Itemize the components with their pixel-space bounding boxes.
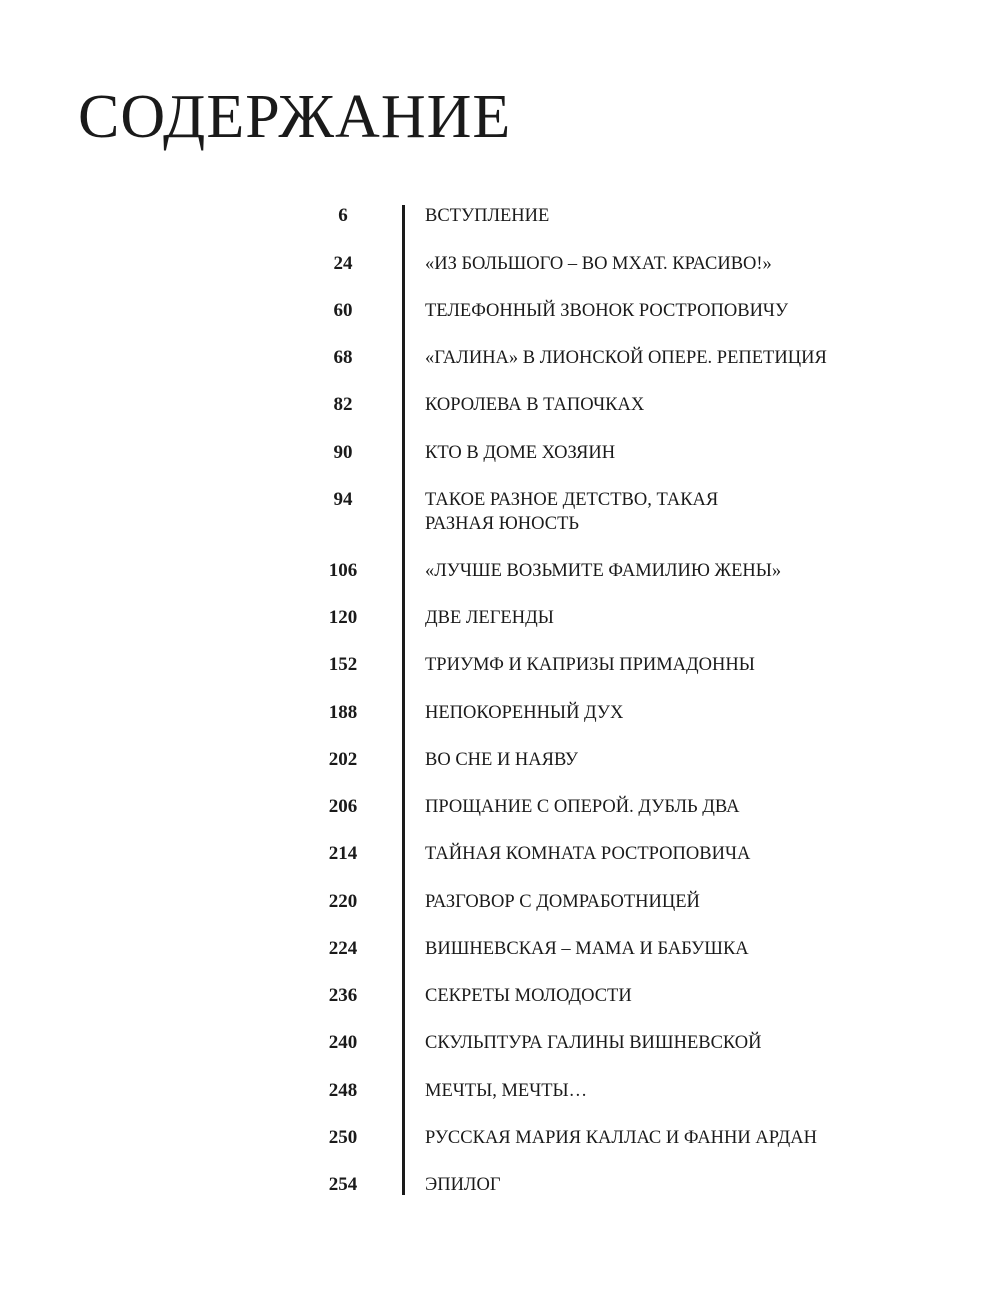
toc-chapter-title: ДВЕ ЛЕГЕНДЫ <box>425 608 554 628</box>
toc-chapter-title: СЕКРЕТЫ МОЛОДОСТИ <box>425 986 632 1006</box>
toc-page-number: 24 <box>333 253 353 274</box>
toc-divider-line <box>402 205 405 1195</box>
toc-page-number: 60 <box>333 300 353 321</box>
toc-page-number: 152 <box>328 654 358 675</box>
toc-chapter-title: СКУЛЬПТУРА ГАЛИНЫ ВИШНЕВСКОЙ <box>425 1033 762 1053</box>
toc-chapter-title: КОРОЛЕВА В ТАПОЧКАХ <box>425 395 645 415</box>
toc-chapter-title: ТАКОЕ РАЗНОЕ ДЕТСТВО, ТАКАЯ РАЗНАЯ ЮНОСТЬ <box>425 490 719 534</box>
toc-page-number: 202 <box>328 749 358 770</box>
toc-chapter-title: ЭПИЛОГ <box>425 1175 501 1195</box>
toc-page-number: 224 <box>328 938 358 959</box>
toc-chapter-title: «ИЗ БОЛЬШОГО – ВО МХАТ. КРАСИВО!» <box>425 254 772 274</box>
toc-page-number: 90 <box>333 442 353 463</box>
toc-page-number: 254 <box>328 1174 358 1195</box>
toc-page-number: 206 <box>328 796 358 817</box>
toc-chapter-title: «ЛУЧШЕ ВОЗЬМИТЕ ФАМИЛИЮ ЖЕНЫ» <box>425 561 782 581</box>
toc-page-number: 120 <box>328 607 358 628</box>
toc-page-number: 240 <box>328 1032 358 1053</box>
toc-page-number: 94 <box>333 489 353 510</box>
toc-page-number: 214 <box>328 843 358 864</box>
toc-chapter-title: МЕЧТЫ, МЕЧТЫ… <box>425 1081 588 1101</box>
toc-chapter-title: РУССКАЯ МАРИЯ КАЛЛАС И ФАННИ АРДАН <box>425 1128 817 1148</box>
toc-page-number: 188 <box>328 702 358 723</box>
toc-chapter-title: ТРИУМФ И КАПРИЗЫ ПРИМАДОННЫ <box>425 655 755 675</box>
toc-chapter-title: ВИШНЕВСКАЯ – МАМА И БАБУШКА <box>425 939 749 959</box>
toc-page-number: 82 <box>333 394 353 415</box>
toc-page-number: 68 <box>333 347 353 368</box>
toc-chapter-title: КТО В ДОМЕ ХОЗЯИН <box>425 443 616 463</box>
toc-chapter-title: ВО СНЕ И НАЯВУ <box>425 750 578 770</box>
toc-page-number: 250 <box>328 1127 358 1148</box>
toc-chapter-title: РАЗГОВОР С ДОМРАБОТНИЦЕЙ <box>425 892 700 912</box>
toc-page-number: 6 <box>338 205 348 226</box>
toc-chapter-title: НЕПОКОРЕННЫЙ ДУХ <box>425 703 624 723</box>
toc-page-number: 106 <box>328 560 358 581</box>
toc-chapter-title: ТАЙНАЯ КОМНАТА РОСТРОПОВИЧА <box>425 844 751 864</box>
toc-page-number: 220 <box>328 891 358 912</box>
toc-chapter-title: «ГАЛИНА» В ЛИОНСКОЙ ОПЕРЕ. РЕПЕТИЦИЯ <box>425 348 827 368</box>
toc-chapter-title: ВСТУПЛЕНИЕ <box>425 206 550 226</box>
page-title: СОДЕРЖАНИЕ <box>78 83 512 151</box>
toc-page-number: 236 <box>328 985 358 1006</box>
toc-page-number: 248 <box>328 1080 358 1101</box>
toc-chapter-title: ПРОЩАНИЕ С ОПЕРОЙ. ДУБЛЬ ДВА <box>425 797 740 817</box>
toc-chapter-title: ТЕЛЕФОННЫЙ ЗВОНОК РОСТРОПОВИЧУ <box>425 301 789 321</box>
